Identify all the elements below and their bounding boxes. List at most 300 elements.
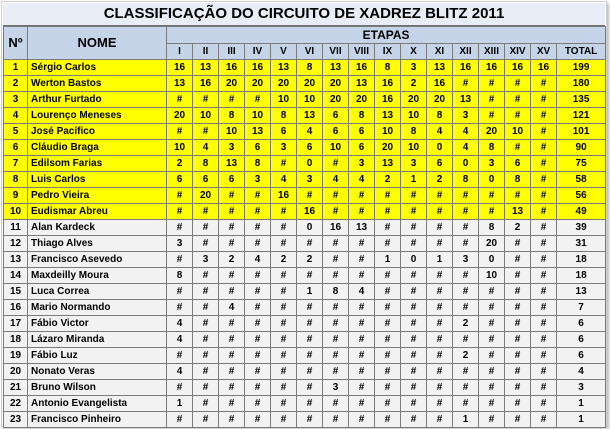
stage-score-cell: #: [193, 364, 219, 380]
stage-score-cell: #: [453, 364, 479, 380]
rank-cell: 20: [4, 364, 28, 380]
total-cell: 6: [557, 332, 606, 348]
stage-score-cell: #: [453, 220, 479, 236]
stage-score-cell: #: [245, 412, 271, 428]
column-header-stage: XII: [453, 44, 479, 60]
stage-score-cell: #: [271, 220, 297, 236]
stage-score-cell: #: [375, 284, 401, 300]
stage-score-cell: #: [427, 332, 453, 348]
stage-score-cell: #: [531, 364, 557, 380]
header-row-etapas: [4, 27, 606, 44]
stage-score-cell: #: [167, 92, 193, 108]
stage-score-cell: 2: [427, 172, 453, 188]
rank-cell: 16: [4, 300, 28, 316]
player-name-cell: Edilsom Farias: [28, 156, 167, 172]
stage-score-cell: #: [453, 268, 479, 284]
stage-score-cell: #: [375, 316, 401, 332]
stage-score-cell: #: [453, 284, 479, 300]
stage-score-cell: #: [349, 348, 375, 364]
stage-score-cell: #: [219, 316, 245, 332]
stage-score-cell: #: [531, 316, 557, 332]
stage-score-cell: #: [167, 412, 193, 428]
stage-score-cell: #: [167, 380, 193, 396]
stage-score-cell: #: [297, 412, 323, 428]
stage-score-cell: 10: [323, 140, 349, 156]
stage-score-cell: 16: [323, 220, 349, 236]
sheet-title: CLASSIFICAÇÃO DO CIRCUITO DE XADREZ BLITZ 2011: [3, 3, 605, 26]
stage-score-cell: #: [401, 284, 427, 300]
stage-score-cell: #: [427, 316, 453, 332]
stage-score-cell: 16: [245, 60, 271, 76]
rank-cell: 21: [4, 380, 28, 396]
stage-score-cell: #: [505, 236, 531, 252]
stage-score-cell: #: [271, 316, 297, 332]
stage-score-cell: 10: [193, 108, 219, 124]
stage-score-cell: 16: [167, 60, 193, 76]
rank-cell: 10: [4, 204, 28, 220]
stage-score-cell: 4: [193, 140, 219, 156]
rank-cell: 4: [4, 108, 28, 124]
stage-score-cell: 16: [479, 60, 505, 76]
column-header-stage: V: [271, 44, 297, 60]
stage-score-cell: 20: [479, 124, 505, 140]
stage-score-cell: 10: [167, 140, 193, 156]
stage-score-cell: #: [401, 412, 427, 428]
column-header-stage: VII: [323, 44, 349, 60]
stage-score-cell: 20: [479, 236, 505, 252]
stage-score-cell: #: [193, 204, 219, 220]
table-row: [4, 300, 606, 316]
stage-score-cell: 4: [349, 172, 375, 188]
total-cell: 135: [557, 92, 606, 108]
rank-cell: 7: [4, 156, 28, 172]
stage-score-cell: #: [297, 380, 323, 396]
stage-score-cell: #: [401, 220, 427, 236]
stage-score-cell: #: [271, 268, 297, 284]
classification-table: [3, 26, 606, 428]
column-header-number: Nº: [4, 27, 28, 60]
stage-score-cell: #: [375, 300, 401, 316]
stage-score-cell: 0: [427, 140, 453, 156]
stage-score-cell: 13: [167, 76, 193, 92]
stage-score-cell: 3: [323, 380, 349, 396]
total-cell: 39: [557, 220, 606, 236]
stage-score-cell: #: [349, 380, 375, 396]
stage-score-cell: 6: [245, 140, 271, 156]
stage-score-cell: #: [401, 188, 427, 204]
stage-score-cell: #: [349, 204, 375, 220]
rank-cell: 6: [4, 140, 28, 156]
table-row: [4, 332, 606, 348]
stage-score-cell: 16: [297, 204, 323, 220]
stage-score-cell: #: [505, 140, 531, 156]
stage-score-cell: 3: [453, 252, 479, 268]
player-name-cell: Lázaro Miranda: [28, 332, 167, 348]
table-row: [4, 396, 606, 412]
rank-cell: 1: [4, 60, 28, 76]
stage-score-cell: 0: [297, 220, 323, 236]
column-header-stage: VI: [297, 44, 323, 60]
stage-score-cell: #: [219, 220, 245, 236]
stage-score-cell: 8: [427, 108, 453, 124]
total-cell: 18: [557, 252, 606, 268]
player-name-cell: Lourenço Meneses: [28, 108, 167, 124]
stage-score-cell: #: [297, 332, 323, 348]
stage-score-cell: #: [167, 188, 193, 204]
stage-score-cell: 10: [375, 124, 401, 140]
stage-score-cell: #: [167, 124, 193, 140]
stage-score-cell: #: [271, 396, 297, 412]
stage-score-cell: #: [323, 396, 349, 412]
stage-score-cell: 20: [219, 76, 245, 92]
stage-score-cell: #: [479, 412, 505, 428]
rank-cell: 12: [4, 236, 28, 252]
player-name-cell: Bruno Wilson: [28, 380, 167, 396]
stage-score-cell: 2: [453, 348, 479, 364]
stage-score-cell: 4: [453, 124, 479, 140]
stage-score-cell: #: [245, 316, 271, 332]
stage-score-cell: #: [479, 380, 505, 396]
stage-score-cell: 20: [167, 108, 193, 124]
stage-score-cell: 6: [349, 124, 375, 140]
stage-score-cell: #: [531, 140, 557, 156]
stage-score-cell: 3: [193, 252, 219, 268]
table-row: [4, 204, 606, 220]
stage-score-cell: 0: [453, 156, 479, 172]
stage-score-cell: #: [349, 236, 375, 252]
stage-score-cell: 4: [297, 124, 323, 140]
stage-score-cell: 1: [375, 252, 401, 268]
stage-score-cell: 16: [193, 76, 219, 92]
player-name-cell: Sérgio Carlos: [28, 60, 167, 76]
column-header-stage: XIII: [479, 44, 505, 60]
stage-score-cell: #: [427, 204, 453, 220]
stage-score-cell: #: [193, 316, 219, 332]
stage-score-cell: #: [505, 316, 531, 332]
rank-cell: 22: [4, 396, 28, 412]
stage-score-cell: #: [193, 332, 219, 348]
stage-score-cell: #: [531, 188, 557, 204]
stage-score-cell: #: [479, 364, 505, 380]
stage-score-cell: 3: [479, 156, 505, 172]
stage-score-cell: #: [531, 300, 557, 316]
stage-score-cell: #: [245, 300, 271, 316]
stage-score-cell: #: [297, 188, 323, 204]
stage-score-cell: 6: [323, 124, 349, 140]
stage-score-cell: 4: [323, 172, 349, 188]
stage-score-cell: #: [349, 396, 375, 412]
stage-score-cell: 20: [323, 76, 349, 92]
table-row: [4, 172, 606, 188]
stage-score-cell: #: [427, 188, 453, 204]
stage-score-cell: #: [531, 252, 557, 268]
stage-score-cell: #: [219, 348, 245, 364]
stage-score-cell: #: [505, 108, 531, 124]
stage-score-cell: 10: [297, 92, 323, 108]
stage-score-cell: 4: [219, 300, 245, 316]
stage-score-cell: 0: [297, 156, 323, 172]
stage-score-cell: #: [531, 172, 557, 188]
stage-score-cell: #: [323, 236, 349, 252]
stage-score-cell: #: [349, 412, 375, 428]
stage-score-cell: 6: [505, 156, 531, 172]
player-name-cell: Antonio Evangelista: [28, 396, 167, 412]
stage-score-cell: #: [245, 268, 271, 284]
table-row: [4, 60, 606, 76]
total-cell: 49: [557, 204, 606, 220]
stage-score-cell: #: [375, 188, 401, 204]
total-cell: 101: [557, 124, 606, 140]
stage-score-cell: #: [323, 252, 349, 268]
stage-score-cell: #: [245, 284, 271, 300]
stage-score-cell: #: [193, 268, 219, 284]
stage-score-cell: #: [505, 332, 531, 348]
stage-score-cell: #: [453, 300, 479, 316]
stage-score-cell: #: [323, 316, 349, 332]
player-name-cell: Werton Bastos: [28, 76, 167, 92]
stage-score-cell: #: [505, 412, 531, 428]
stage-score-cell: #: [167, 284, 193, 300]
stage-score-cell: #: [323, 204, 349, 220]
stage-score-cell: #: [349, 300, 375, 316]
stage-score-cell: #: [323, 300, 349, 316]
table-row: [4, 236, 606, 252]
stage-score-cell: 2: [219, 252, 245, 268]
stage-score-cell: 16: [349, 60, 375, 76]
stage-score-cell: #: [193, 124, 219, 140]
stage-score-cell: #: [219, 364, 245, 380]
stage-score-cell: #: [297, 348, 323, 364]
stage-score-cell: #: [427, 236, 453, 252]
stage-score-cell: 10: [505, 124, 531, 140]
stage-score-cell: 10: [271, 92, 297, 108]
stage-score-cell: 16: [505, 60, 531, 76]
table-row: [4, 268, 606, 284]
column-header-stage: XIV: [505, 44, 531, 60]
stage-score-cell: #: [323, 332, 349, 348]
stage-score-cell: #: [245, 92, 271, 108]
stage-score-cell: #: [531, 380, 557, 396]
stage-score-cell: 3: [271, 140, 297, 156]
stage-score-cell: 8: [297, 60, 323, 76]
stage-score-cell: 20: [401, 92, 427, 108]
rank-cell: 5: [4, 124, 28, 140]
stage-score-cell: 20: [297, 76, 323, 92]
player-name-cell: Fábio Luz: [28, 348, 167, 364]
stage-score-cell: 13: [219, 156, 245, 172]
stage-score-cell: 8: [453, 172, 479, 188]
table-row: [4, 348, 606, 364]
stage-score-cell: #: [453, 188, 479, 204]
stage-score-cell: #: [505, 92, 531, 108]
stage-score-cell: 4: [271, 172, 297, 188]
stage-score-cell: #: [245, 396, 271, 412]
stage-score-cell: 10: [245, 108, 271, 124]
total-cell: 7: [557, 300, 606, 316]
stage-score-cell: 13: [297, 108, 323, 124]
stage-score-cell: #: [245, 204, 271, 220]
column-header-stage: III: [219, 44, 245, 60]
stage-score-cell: #: [531, 156, 557, 172]
stage-score-cell: #: [531, 412, 557, 428]
stage-score-cell: #: [401, 268, 427, 284]
total-cell: 1: [557, 396, 606, 412]
stage-score-cell: #: [479, 188, 505, 204]
stage-score-cell: 8: [245, 156, 271, 172]
stage-score-cell: 13: [375, 108, 401, 124]
stage-score-cell: #: [323, 348, 349, 364]
stage-score-cell: 3: [219, 140, 245, 156]
table-row: [4, 156, 606, 172]
stage-score-cell: #: [219, 380, 245, 396]
stage-score-cell: #: [505, 300, 531, 316]
rank-cell: 19: [4, 348, 28, 364]
stage-score-cell: #: [271, 284, 297, 300]
stage-score-cell: #: [505, 268, 531, 284]
stage-score-cell: #: [245, 188, 271, 204]
stage-score-cell: 6: [349, 140, 375, 156]
player-name-cell: Cláudio Braga: [28, 140, 167, 156]
player-name-cell: Luca Correa: [28, 284, 167, 300]
stage-score-cell: #: [323, 156, 349, 172]
total-cell: 13: [557, 284, 606, 300]
total-cell: 199: [557, 60, 606, 76]
stage-score-cell: 6: [297, 140, 323, 156]
stage-score-cell: #: [531, 268, 557, 284]
stage-score-cell: #: [349, 188, 375, 204]
stage-score-cell: #: [401, 396, 427, 412]
stage-score-cell: 10: [479, 268, 505, 284]
rank-cell: 17: [4, 316, 28, 332]
stage-score-cell: 6: [193, 172, 219, 188]
stage-score-cell: #: [271, 412, 297, 428]
column-header-stage: VIII: [349, 44, 375, 60]
rank-cell: 13: [4, 252, 28, 268]
column-header-stage: IX: [375, 44, 401, 60]
stage-score-cell: 6: [167, 172, 193, 188]
stage-score-cell: 8: [349, 108, 375, 124]
stage-score-cell: #: [323, 268, 349, 284]
column-header-stage: XV: [531, 44, 557, 60]
stage-score-cell: #: [479, 332, 505, 348]
stage-score-cell: 13: [349, 76, 375, 92]
table-row: [4, 76, 606, 92]
stage-score-cell: #: [219, 332, 245, 348]
stage-score-cell: #: [531, 284, 557, 300]
stage-score-cell: 0: [479, 172, 505, 188]
stage-score-cell: 2: [375, 172, 401, 188]
stage-score-cell: #: [271, 300, 297, 316]
stage-score-cell: #: [427, 220, 453, 236]
stage-score-cell: #: [349, 364, 375, 380]
stage-score-cell: #: [245, 364, 271, 380]
stage-score-cell: #: [505, 380, 531, 396]
stage-score-cell: #: [375, 348, 401, 364]
stage-score-cell: 4: [167, 316, 193, 332]
stage-score-cell: 20: [349, 92, 375, 108]
stage-score-cell: #: [479, 92, 505, 108]
column-header-stage: II: [193, 44, 219, 60]
stage-score-cell: 16: [453, 60, 479, 76]
stage-score-cell: 8: [505, 172, 531, 188]
stage-score-cell: #: [349, 252, 375, 268]
rank-cell: 15: [4, 284, 28, 300]
stage-score-cell: #: [401, 300, 427, 316]
stage-score-cell: #: [375, 236, 401, 252]
stage-score-cell: #: [297, 268, 323, 284]
player-name-cell: Nonato Veras: [28, 364, 167, 380]
stage-score-cell: 1: [401, 172, 427, 188]
rank-cell: 2: [4, 76, 28, 92]
total-cell: 18: [557, 268, 606, 284]
player-name-cell: José Pacífico: [28, 124, 167, 140]
stage-score-cell: #: [453, 380, 479, 396]
stage-score-cell: #: [349, 316, 375, 332]
column-header-etapas: ETAPAS: [167, 27, 606, 44]
stage-score-cell: #: [427, 348, 453, 364]
stage-score-cell: 8: [219, 108, 245, 124]
stage-score-cell: #: [219, 268, 245, 284]
stage-score-cell: 16: [375, 92, 401, 108]
stage-score-cell: #: [193, 92, 219, 108]
table-row: [4, 220, 606, 236]
stage-score-cell: #: [245, 236, 271, 252]
stage-score-cell: #: [453, 204, 479, 220]
stage-score-cell: 8: [401, 124, 427, 140]
stage-score-cell: #: [453, 236, 479, 252]
stage-score-cell: #: [219, 284, 245, 300]
stage-score-cell: 13: [193, 60, 219, 76]
stage-score-cell: #: [297, 396, 323, 412]
spreadsheet-frame: [1, 1, 607, 427]
column-header-name: NOME: [28, 27, 167, 60]
total-cell: 75: [557, 156, 606, 172]
rank-cell: 18: [4, 332, 28, 348]
stage-score-cell: 16: [271, 188, 297, 204]
stage-score-cell: 16: [375, 76, 401, 92]
table-row: [4, 316, 606, 332]
stage-score-cell: #: [531, 396, 557, 412]
stage-score-cell: #: [375, 332, 401, 348]
stage-score-cell: 8: [479, 220, 505, 236]
table-row: [4, 412, 606, 428]
stage-score-cell: #: [505, 364, 531, 380]
stage-score-cell: 10: [219, 124, 245, 140]
stage-score-cell: 0: [401, 252, 427, 268]
stage-score-cell: 20: [323, 92, 349, 108]
stage-score-cell: 8: [323, 284, 349, 300]
stage-score-cell: 13: [427, 60, 453, 76]
stage-score-cell: #: [531, 348, 557, 364]
stage-score-cell: #: [375, 412, 401, 428]
stage-score-cell: #: [193, 396, 219, 412]
stage-score-cell: 16: [531, 60, 557, 76]
stage-score-cell: 2: [401, 76, 427, 92]
stage-score-cell: 2: [505, 220, 531, 236]
stage-score-cell: #: [219, 236, 245, 252]
rank-cell: 3: [4, 92, 28, 108]
stage-score-cell: 1: [297, 284, 323, 300]
stage-score-cell: #: [167, 204, 193, 220]
stage-score-cell: #: [401, 204, 427, 220]
stage-score-cell: #: [427, 380, 453, 396]
total-cell: 1: [557, 412, 606, 428]
stage-score-cell: 16: [427, 76, 453, 92]
stage-score-cell: 3: [245, 172, 271, 188]
stage-score-cell: #: [167, 220, 193, 236]
rank-cell: 9: [4, 188, 28, 204]
stage-score-cell: 16: [219, 60, 245, 76]
